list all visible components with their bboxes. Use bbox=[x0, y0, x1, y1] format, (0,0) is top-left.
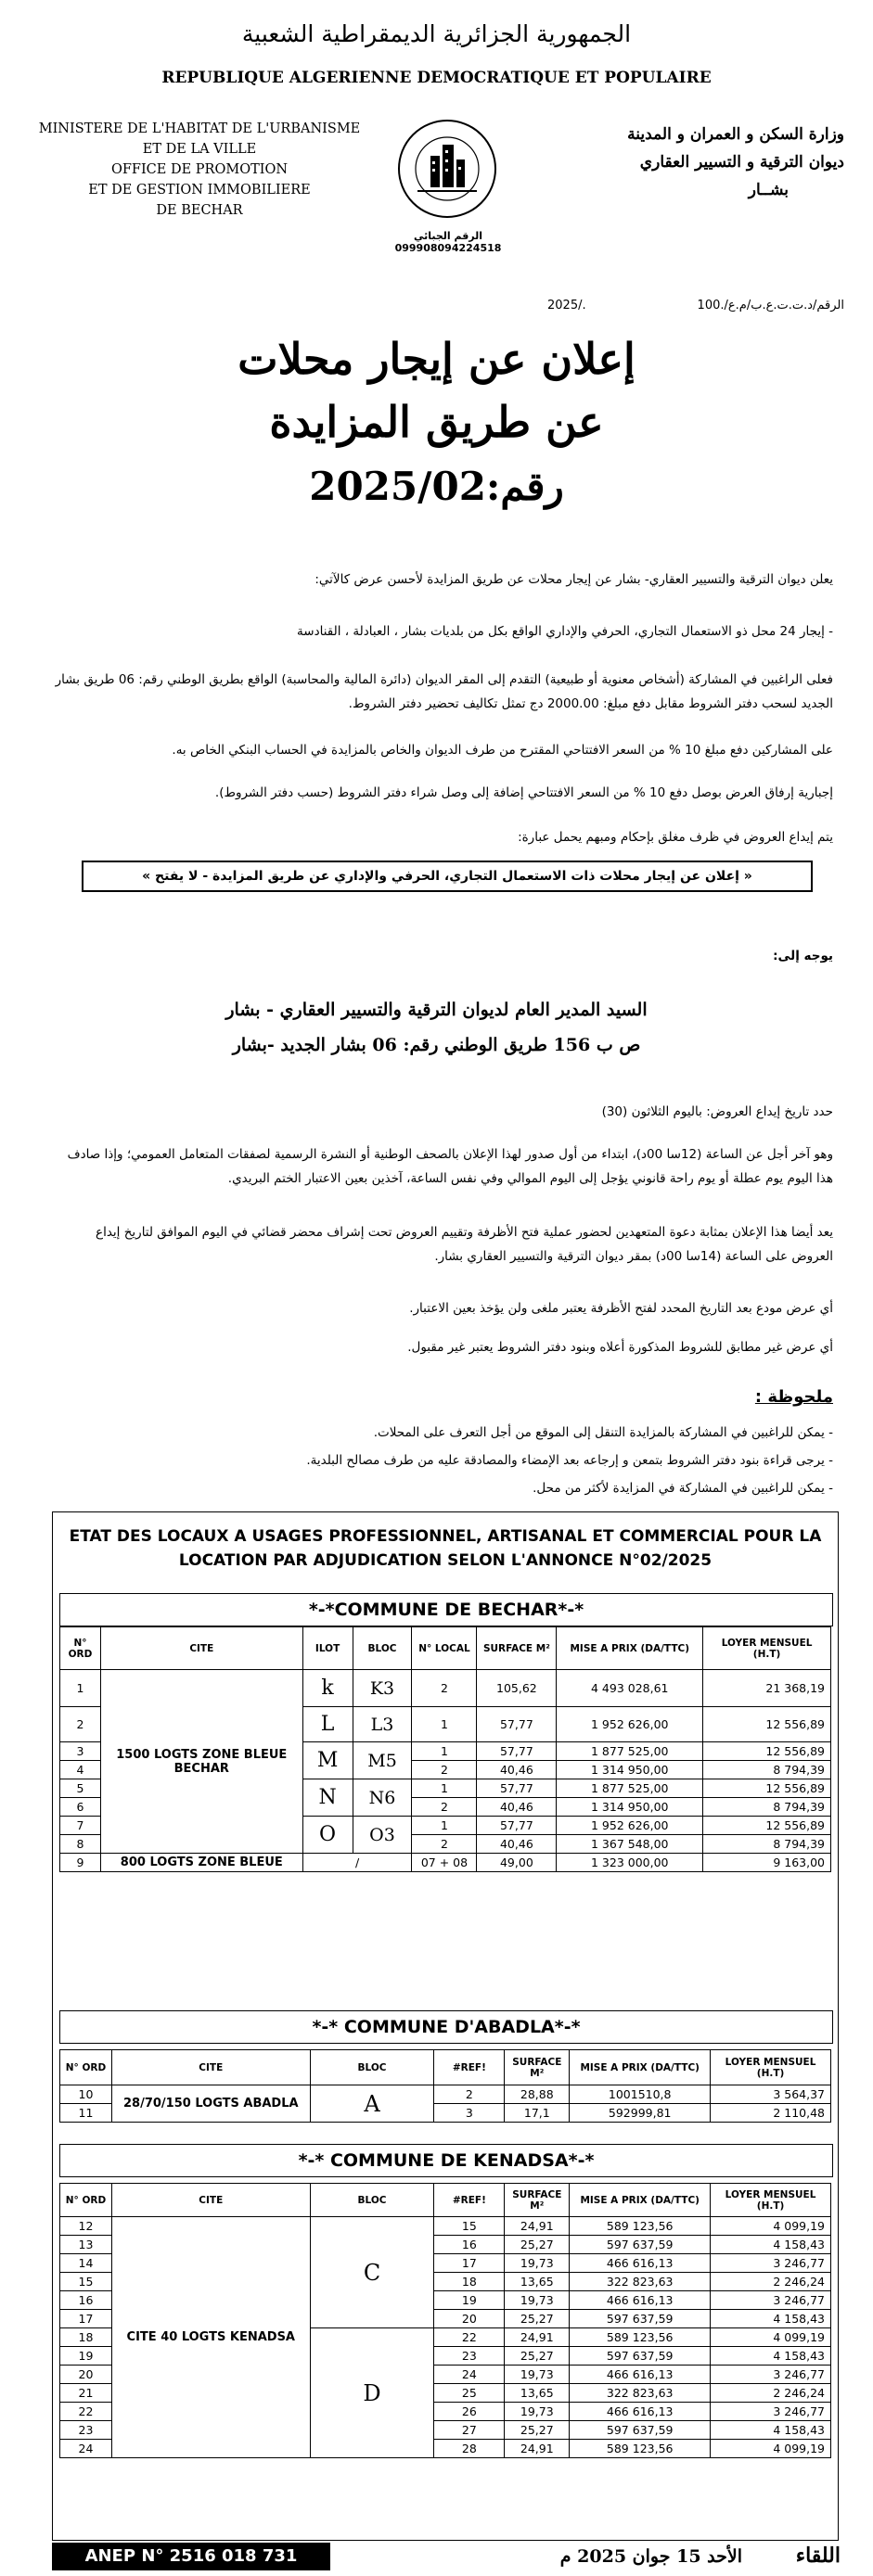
cell-price: 1 952 626,00 bbox=[557, 1707, 703, 1742]
cell-surface: 19,73 bbox=[505, 2254, 570, 2273]
cell-ref: 25 bbox=[434, 2384, 505, 2403]
cell-surface: 28,88 bbox=[505, 2085, 570, 2104]
ministry-fr-line: DE BECHAR bbox=[156, 203, 243, 218]
cell-rent: 4 158,43 bbox=[711, 2236, 831, 2254]
cell-cite: 1500 LOGTS ZONE BLEUE BECHAR bbox=[100, 1670, 302, 1854]
ref-year: 2025/. bbox=[547, 299, 586, 312]
cell-ord: 1 bbox=[60, 1670, 101, 1707]
cell-price: 597 637,59 bbox=[570, 2421, 711, 2440]
cell-ilot: O bbox=[302, 1817, 353, 1854]
cell-ref: 19 bbox=[434, 2291, 505, 2310]
cell-surface: 40,46 bbox=[477, 1761, 557, 1779]
cell-local: 1 bbox=[412, 1742, 477, 1761]
col-header: LOYER MENSUEL (H.T) bbox=[711, 2184, 831, 2217]
col-header: SURFACE M² bbox=[505, 2184, 570, 2217]
paragraph-envelope: يتم إيداع العروض في ظرف مغلق بإحكام ومبهم يحمل عبارة: bbox=[518, 830, 833, 845]
cell-surface: 25,27 bbox=[505, 2347, 570, 2366]
cell-ilot: / bbox=[302, 1854, 412, 1872]
cell-local: 2 bbox=[412, 1761, 477, 1779]
cell-price: 1 314 950,00 bbox=[557, 1761, 703, 1779]
cell-bloc: D bbox=[310, 2328, 434, 2458]
cell-surface: 57,77 bbox=[477, 1742, 557, 1761]
opgi-logo bbox=[397, 119, 497, 219]
paragraph-opening: يعد أيضا هذا الإعلان بمثابة دعوة المتعهدين لحضور عملية فتح الأظرفة وتقييم العروض تحت إشراف محضر قضائي في اليوم الموافق لتاريخ إيداع العروض على الساعة (14سا 00د) بمقر ديوان الترقية والتسيير العقاري بشار. bbox=[96, 1225, 833, 1264]
announcement-title-line1: إعلان عن إيجار محلات bbox=[238, 334, 635, 384]
cell-ilot: N bbox=[302, 1779, 353, 1817]
cell-rent: 4 158,43 bbox=[711, 2310, 831, 2328]
cell-price: 1 952 626,00 bbox=[557, 1817, 703, 1835]
bechar-table bbox=[59, 1626, 831, 1872]
cell-rent: 21 368,19 bbox=[703, 1670, 831, 1707]
paragraph-deadline-details: وهو آخر أجل عن الساعة (12سا 00د)، ابتداء من أول صدور لهذا الإعلان بالصحف الوطنية أو النشرة الرسمية لصفقات المتعامل العمومي؛ وإذا صادف هذا اليوم يوم عطلة أو يوم راحة قانوني يؤجل إلى اليوم الموالي وفي نفس الساعة، آخذين بعين الاعتبار الختم البريدي. bbox=[67, 1147, 833, 1186]
commune-abadla-title: *-* COMMUNE D'ABADLA*-* bbox=[59, 2010, 833, 2044]
cell-rent: 12 556,89 bbox=[703, 1817, 831, 1835]
republic-ar: الجمهورية الجزائرية الديمقراطية الشعبية bbox=[241, 20, 632, 47]
cell-ord: 21 bbox=[60, 2384, 112, 2403]
cell-surface: 105,62 bbox=[477, 1670, 557, 1707]
paragraph-intro: يعلن ديوان الترقية والتسيير العقاري- بشار عن إيجار محلات عن طريق المزايدة لأحسن عرض كالآتي: bbox=[315, 572, 833, 587]
col-header: CITE bbox=[100, 1627, 302, 1670]
cell-bloc: L3 bbox=[353, 1707, 412, 1742]
cell-price: 322 823,63 bbox=[570, 2384, 711, 2403]
cell-price: 597 637,59 bbox=[570, 2347, 711, 2366]
kenadsa-table bbox=[59, 2183, 831, 2458]
cell-rent: 4 099,19 bbox=[711, 2328, 831, 2347]
col-header: CITE bbox=[111, 2184, 310, 2217]
cell-surface: 13,65 bbox=[505, 2384, 570, 2403]
paragraph-receipt: إجبارية إرفاق العرض بوصل دفع 10 % من السعر الافتتاحي إضافة إلى وصل شراء دفتر الشروط (حسب دفتر الشروط). bbox=[214, 785, 833, 800]
cell-rent: 3 246,77 bbox=[711, 2403, 831, 2421]
cell-ord: 5 bbox=[60, 1779, 101, 1798]
cell-price: 466 616,13 bbox=[570, 2254, 711, 2273]
ref-number: الرقم/د.ت.ت.ع.ب/م.ع/.100 bbox=[697, 299, 844, 312]
cell-rent: 8 794,39 bbox=[703, 1835, 831, 1854]
table-row bbox=[60, 1854, 831, 1872]
cell-ord: 17 bbox=[60, 2310, 112, 2328]
cell-surface: 25,27 bbox=[505, 2310, 570, 2328]
cell-price: 589 123,56 bbox=[570, 2217, 711, 2236]
col-header: MISE A PRIX (DA/TTC) bbox=[570, 2050, 711, 2085]
col-header: MISE A PRIX (DA/TTC) bbox=[570, 2184, 711, 2217]
col-header: SURFACE M² bbox=[505, 2050, 570, 2085]
cell-price: 1 314 950,00 bbox=[557, 1798, 703, 1817]
note-title: ملحوظة : bbox=[754, 1387, 833, 1407]
cell-rent: 3 564,37 bbox=[711, 2085, 831, 2104]
paragraph-late-offers: أي عرض مودع بعد التاريخ المحدد لفتح الأظرفة يعتبر ملغى ولن يؤخذ بعين الاعتبار. bbox=[409, 1301, 833, 1316]
col-header: BLOC bbox=[353, 1627, 412, 1670]
col-header: N° LOCAL bbox=[412, 1627, 477, 1670]
cell-ord: 8 bbox=[60, 1835, 101, 1854]
ministry-ar-line: وزارة السكن و العمران و المدينة bbox=[627, 125, 844, 144]
cell-rent: 4 099,19 bbox=[711, 2217, 831, 2236]
table-row bbox=[60, 2085, 831, 2104]
cell-rent: 2 246,24 bbox=[711, 2273, 831, 2291]
cell-price: 466 616,13 bbox=[570, 2366, 711, 2384]
commune-bechar-title: *-*COMMUNE DE BECHAR*-* bbox=[59, 1593, 833, 1626]
cell-ord: 3 bbox=[60, 1742, 101, 1761]
cell-ord: 4 bbox=[60, 1761, 101, 1779]
cell-local: 2 bbox=[412, 1835, 477, 1854]
col-header: MISE A PRIX (DA/TTC) bbox=[557, 1627, 703, 1670]
cell-rent: 12 556,89 bbox=[703, 1779, 831, 1798]
cell-surface: 17,1 bbox=[505, 2104, 570, 2123]
note-item: - يمكن للراغبين في المشاركة في المزايدة لأكثر من محل. bbox=[533, 1481, 833, 1496]
note-item: - يرجى قراءة بنود دفتر الشروط بتمعن و إرجاعه بعد الإمضاء والمصادقة عليه من طرف مصالح البلدية. bbox=[306, 1453, 833, 1468]
cell-ref: 27 bbox=[434, 2421, 505, 2440]
cell-ord: 20 bbox=[60, 2366, 112, 2384]
address-line1: السيد المدير العام لديوان الترقية والتسيير العقاري - بشار bbox=[225, 1000, 648, 1020]
cell-surface: 40,46 bbox=[477, 1835, 557, 1854]
ministry-ar bbox=[557, 121, 844, 204]
publication-date: الأحد 15 جوان 2025 م bbox=[559, 2546, 742, 2567]
cell-cite: 28/70/150 LOGTS ABADLA bbox=[111, 2085, 310, 2123]
cell-ref: 18 bbox=[434, 2273, 505, 2291]
paragraph-deadline: حدد تاريخ إيداع العروض: باليوم الثلاثون (30) bbox=[601, 1104, 833, 1119]
note-item: - يمكن للراغبين في المشاركة بالمزايدة التنقل إلى الموقع من أجل التعرف على المحلات. bbox=[373, 1425, 833, 1440]
anep-number: ANEP N° 2516 018 731 bbox=[52, 2543, 330, 2570]
cell-surface: 57,77 bbox=[477, 1817, 557, 1835]
cell-bloc: A bbox=[310, 2085, 434, 2123]
cell-surface: 25,27 bbox=[505, 2236, 570, 2254]
cell-price: 1 323 000,00 bbox=[557, 1854, 703, 1872]
cell-ord: 6 bbox=[60, 1798, 101, 1817]
table-row bbox=[60, 2217, 831, 2236]
cell-rent: 8 794,39 bbox=[703, 1798, 831, 1817]
announcement-title-line2: عن طريق المزايدة bbox=[269, 397, 604, 447]
envelope-mention-box: « إعلان عن إيجار محلات ذات الاستعمال التجاري، الحرفي والإداري عن طريق المزايدة - لا يفتح » bbox=[82, 861, 813, 892]
cell-ord: 12 bbox=[60, 2217, 112, 2236]
ministry-ar-line: بشــار bbox=[748, 181, 789, 199]
ministry-fr bbox=[28, 119, 371, 221]
col-header: SURFACE M² bbox=[477, 1627, 557, 1670]
cell-ord: 16 bbox=[60, 2291, 112, 2310]
cell-ord: 23 bbox=[60, 2421, 112, 2440]
paragraph-deposit: على المشاركين دفع مبلغ 10 % من السعر الافتتاحي المقترح من طرف الديوان والخاص بالمزايدة في الحساب البنكي الخاص به. bbox=[172, 743, 833, 758]
cell-surface: 13,65 bbox=[505, 2273, 570, 2291]
cell-ord: 13 bbox=[60, 2236, 112, 2254]
cell-rent: 12 556,89 bbox=[703, 1707, 831, 1742]
cell-rent: 4 099,19 bbox=[711, 2440, 831, 2458]
cell-bloc: O3 bbox=[353, 1817, 412, 1854]
cell-local: 1 bbox=[412, 1707, 477, 1742]
cell-bloc: K3 bbox=[353, 1670, 412, 1707]
cell-rent: 12 556,89 bbox=[703, 1742, 831, 1761]
cell-ord: 15 bbox=[60, 2273, 112, 2291]
cell-ilot: k bbox=[302, 1670, 353, 1707]
cell-ord: 19 bbox=[60, 2347, 112, 2366]
col-header: LOYER MENSUEL (H.T) bbox=[703, 1627, 831, 1670]
cell-ref: 22 bbox=[434, 2328, 505, 2347]
cell-price: 597 637,59 bbox=[570, 2310, 711, 2328]
cell-ref: 28 bbox=[434, 2440, 505, 2458]
paragraph-spec-withdrawal: فعلى الراغبين في المشاركة (أشخاص معنوية أو طبيعية) التقدم إلى المقر الديوان (دائرة المالية والمحاسبة) الواقع بطريق الوطني رقم: 06 طريق بشار الجديد لسحب دفتر الشروط مقابل دفع مبلغ: 2000.00 دج تمثل تكاليف تحضير دفتر الشروط. bbox=[55, 672, 833, 711]
ministry-ar-line: ديوان الترقية و التسيير العقاري bbox=[639, 153, 844, 172]
cell-ord: 9 bbox=[60, 1854, 101, 1872]
cell-rent: 3 246,77 bbox=[711, 2254, 831, 2273]
cell-price: 1 367 548,00 bbox=[557, 1835, 703, 1854]
cell-price: 1 877 525,00 bbox=[557, 1779, 703, 1798]
cell-local: 2 bbox=[412, 1798, 477, 1817]
cell-surface: 19,73 bbox=[505, 2403, 570, 2421]
cell-ord: 14 bbox=[60, 2254, 112, 2273]
cell-ref: 26 bbox=[434, 2403, 505, 2421]
col-header: N° ORD bbox=[60, 1627, 101, 1670]
col-header: N° ORD bbox=[60, 2184, 112, 2217]
cell-rent: 9 163,00 bbox=[703, 1854, 831, 1872]
cell-cite: 800 LOGTS ZONE BLEUE bbox=[100, 1854, 302, 1872]
col-header: CITE bbox=[111, 2050, 310, 2085]
ministry-fr-line: ET DE LA VILLE bbox=[142, 142, 257, 157]
cell-surface: 24,91 bbox=[505, 2328, 570, 2347]
cell-price: 1001510,8 bbox=[570, 2085, 711, 2104]
col-header: LOYER MENSUEL (H.T) bbox=[711, 2050, 831, 2085]
cell-rent: 4 158,43 bbox=[711, 2421, 831, 2440]
ministry-fr-line: MINISTERE DE L'HABITAT DE L'URBANISME bbox=[38, 121, 361, 136]
paragraph-nonconforming: أي عرض غير مطابق للشروط المذكورة أعلاه وبنود دفتر الشروط يعتبر غير مقبول. bbox=[407, 1340, 833, 1355]
cell-price: 322 823,63 bbox=[570, 2273, 711, 2291]
cell-bloc: C bbox=[310, 2217, 434, 2328]
cell-rent: 2 246,24 bbox=[711, 2384, 831, 2403]
cell-price: 4 493 028,61 bbox=[557, 1670, 703, 1707]
cell-price: 466 616,13 bbox=[570, 2403, 711, 2421]
cell-ord: 10 bbox=[60, 2085, 112, 2104]
cell-rent: 8 794,39 bbox=[703, 1761, 831, 1779]
cell-rent: 2 110,48 bbox=[711, 2104, 831, 2123]
cell-ref: 24 bbox=[434, 2366, 505, 2384]
cell-ref: 23 bbox=[434, 2347, 505, 2366]
cell-ref: 20 bbox=[434, 2310, 505, 2328]
cell-ref: 15 bbox=[434, 2217, 505, 2236]
locaux-table-title: ETAT DES LOCAUX A USAGES PROFESSIONNEL, ARTISANAL ET COMMERCIAL POUR LA LOCATION PAR ADJUDICATION SELON L'ANNONCE N°02/2025 bbox=[69, 1527, 822, 1570]
cell-ref: 16 bbox=[434, 2236, 505, 2254]
cell-surface: 19,73 bbox=[505, 2291, 570, 2310]
cell-ord: 11 bbox=[60, 2104, 112, 2123]
cell-ord: 22 bbox=[60, 2403, 112, 2421]
republic-fr: REPUBLIQUE ALGERIENNE DEMOCRATIQUE ET POPULAIRE bbox=[161, 69, 712, 87]
cell-price: 589 123,56 bbox=[570, 2440, 711, 2458]
address-line2: ص ب 156 طريق الوطني رقم: 06 بشار الجديد -بشار bbox=[232, 1035, 641, 1055]
cell-local: 1 bbox=[412, 1779, 477, 1798]
cell-ilot: M bbox=[302, 1742, 353, 1779]
cell-local: 2 bbox=[412, 1670, 477, 1707]
cell-ord: 18 bbox=[60, 2328, 112, 2347]
col-header: #REF! bbox=[434, 2184, 505, 2217]
cell-price: 589 123,56 bbox=[570, 2328, 711, 2347]
cell-ord: 7 bbox=[60, 1817, 101, 1835]
cell-rent: 4 158,43 bbox=[711, 2347, 831, 2366]
cell-ref: 17 bbox=[434, 2254, 505, 2273]
ministry-fr-line: OFFICE DE PROMOTION bbox=[110, 162, 289, 177]
cell-surface: 19,73 bbox=[505, 2366, 570, 2384]
ministry-fr-line: ET DE GESTION IMMOBILIERE bbox=[88, 183, 311, 198]
cell-ilot: L bbox=[302, 1707, 353, 1742]
col-header: ILOT bbox=[302, 1627, 353, 1670]
announcement-number: رقم:2025/02 bbox=[309, 464, 564, 509]
commune-kenadsa-title: *-* COMMUNE DE KENADSA*-* bbox=[59, 2144, 833, 2177]
cell-price: 1 877 525,00 bbox=[557, 1742, 703, 1761]
cell-rent: 3 246,77 bbox=[711, 2366, 831, 2384]
col-header: BLOC bbox=[310, 2184, 434, 2217]
cell-local: 1 bbox=[412, 1817, 477, 1835]
cell-surface: 57,77 bbox=[477, 1779, 557, 1798]
cell-surface: 24,91 bbox=[505, 2440, 570, 2458]
addressed-to-label: يوجه إلى: bbox=[773, 949, 833, 963]
cell-surface: 57,77 bbox=[477, 1707, 557, 1742]
abadla-table bbox=[59, 2049, 831, 2123]
col-header: N° ORD bbox=[60, 2050, 112, 2085]
cell-ord: 24 bbox=[60, 2440, 112, 2458]
cell-rent: 3 246,77 bbox=[711, 2291, 831, 2310]
cell-bloc: M5 bbox=[353, 1742, 412, 1779]
paragraph-lease: - إيجار 24 محل ذو الاستعمال التجاري، الحرفي والإداري الواقع بكل من بلديات بشار ، العبادلة ، القنادسة bbox=[297, 624, 833, 639]
cell-ord: 2 bbox=[60, 1707, 101, 1742]
cell-surface: 40,46 bbox=[477, 1798, 557, 1817]
cell-bloc: N6 bbox=[353, 1779, 412, 1817]
col-header: BLOC bbox=[310, 2050, 434, 2085]
cell-local: 07 + 08 bbox=[412, 1854, 477, 1872]
cell-ref: 3 bbox=[434, 2104, 505, 2123]
fiscal-id: الرقم الجبائي 099908094224518 bbox=[394, 230, 502, 254]
cell-ref: 2 bbox=[434, 2085, 505, 2104]
cell-cite: CITE 40 LOGTS KENADSA bbox=[111, 2217, 310, 2458]
cell-surface: 49,00 bbox=[477, 1854, 557, 1872]
cell-surface: 25,27 bbox=[505, 2421, 570, 2440]
newspaper-name: اللقاء bbox=[795, 2544, 841, 2568]
table-row bbox=[60, 1670, 831, 1707]
cell-surface: 24,91 bbox=[505, 2217, 570, 2236]
col-header: #REF! bbox=[434, 2050, 505, 2085]
cell-price: 597 637,59 bbox=[570, 2236, 711, 2254]
cell-price: 466 616,13 bbox=[570, 2291, 711, 2310]
cell-price: 592999,81 bbox=[570, 2104, 711, 2123]
